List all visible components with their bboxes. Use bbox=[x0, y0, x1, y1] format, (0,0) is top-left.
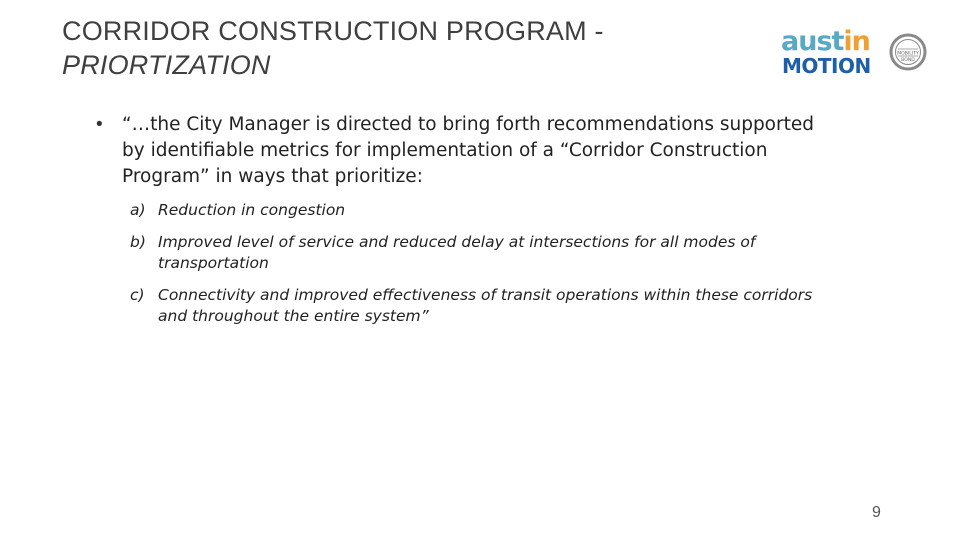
list-item-marker: c) bbox=[130, 286, 145, 304]
slide-content bbox=[96, 112, 816, 338]
bullet-marker: • bbox=[96, 114, 103, 135]
mobility-bond-seal-icon bbox=[889, 32, 927, 72]
bullet-text: “…the City Manager is directed to bring forth recommendations supported by identifiable metrics for implementation of a “Corridor Construction Program” in ways that prioritize: bbox=[122, 114, 814, 187]
svg-text:BOND: BOND bbox=[901, 58, 915, 63]
priority-list bbox=[96, 200, 816, 327]
list-item bbox=[130, 232, 816, 274]
logo-word-austin bbox=[781, 28, 870, 56]
list-item bbox=[130, 285, 816, 327]
austin-motion-logo bbox=[781, 26, 931, 80]
slide-title bbox=[62, 14, 604, 82]
list-item-marker: b) bbox=[130, 233, 146, 251]
list-item-text: Improved level of service and reduced delay at intersections for all modes of transportation bbox=[158, 233, 756, 272]
main-bullet bbox=[96, 112, 816, 190]
list-item-text: Reduction in congestion bbox=[158, 201, 346, 219]
page-number: 9 bbox=[872, 504, 881, 521]
list-item bbox=[130, 200, 816, 221]
slide-title-line2: PRIORTIZATION bbox=[62, 50, 271, 80]
list-item-marker: a) bbox=[130, 201, 146, 219]
logo-word-austin-part2: in bbox=[843, 26, 870, 57]
svg-text:MOBILITY: MOBILITY bbox=[897, 51, 919, 57]
slide-title-line1: CORRIDOR CONSTRUCTION PROGRAM - bbox=[62, 16, 604, 46]
list-item-text: Connectivity and improved effectiveness of transit operations within these corridors and throughout the entire system” bbox=[158, 286, 813, 325]
logo-word-austin-part1: aust bbox=[781, 26, 844, 57]
logo-word-motion: MOTION bbox=[782, 54, 871, 78]
